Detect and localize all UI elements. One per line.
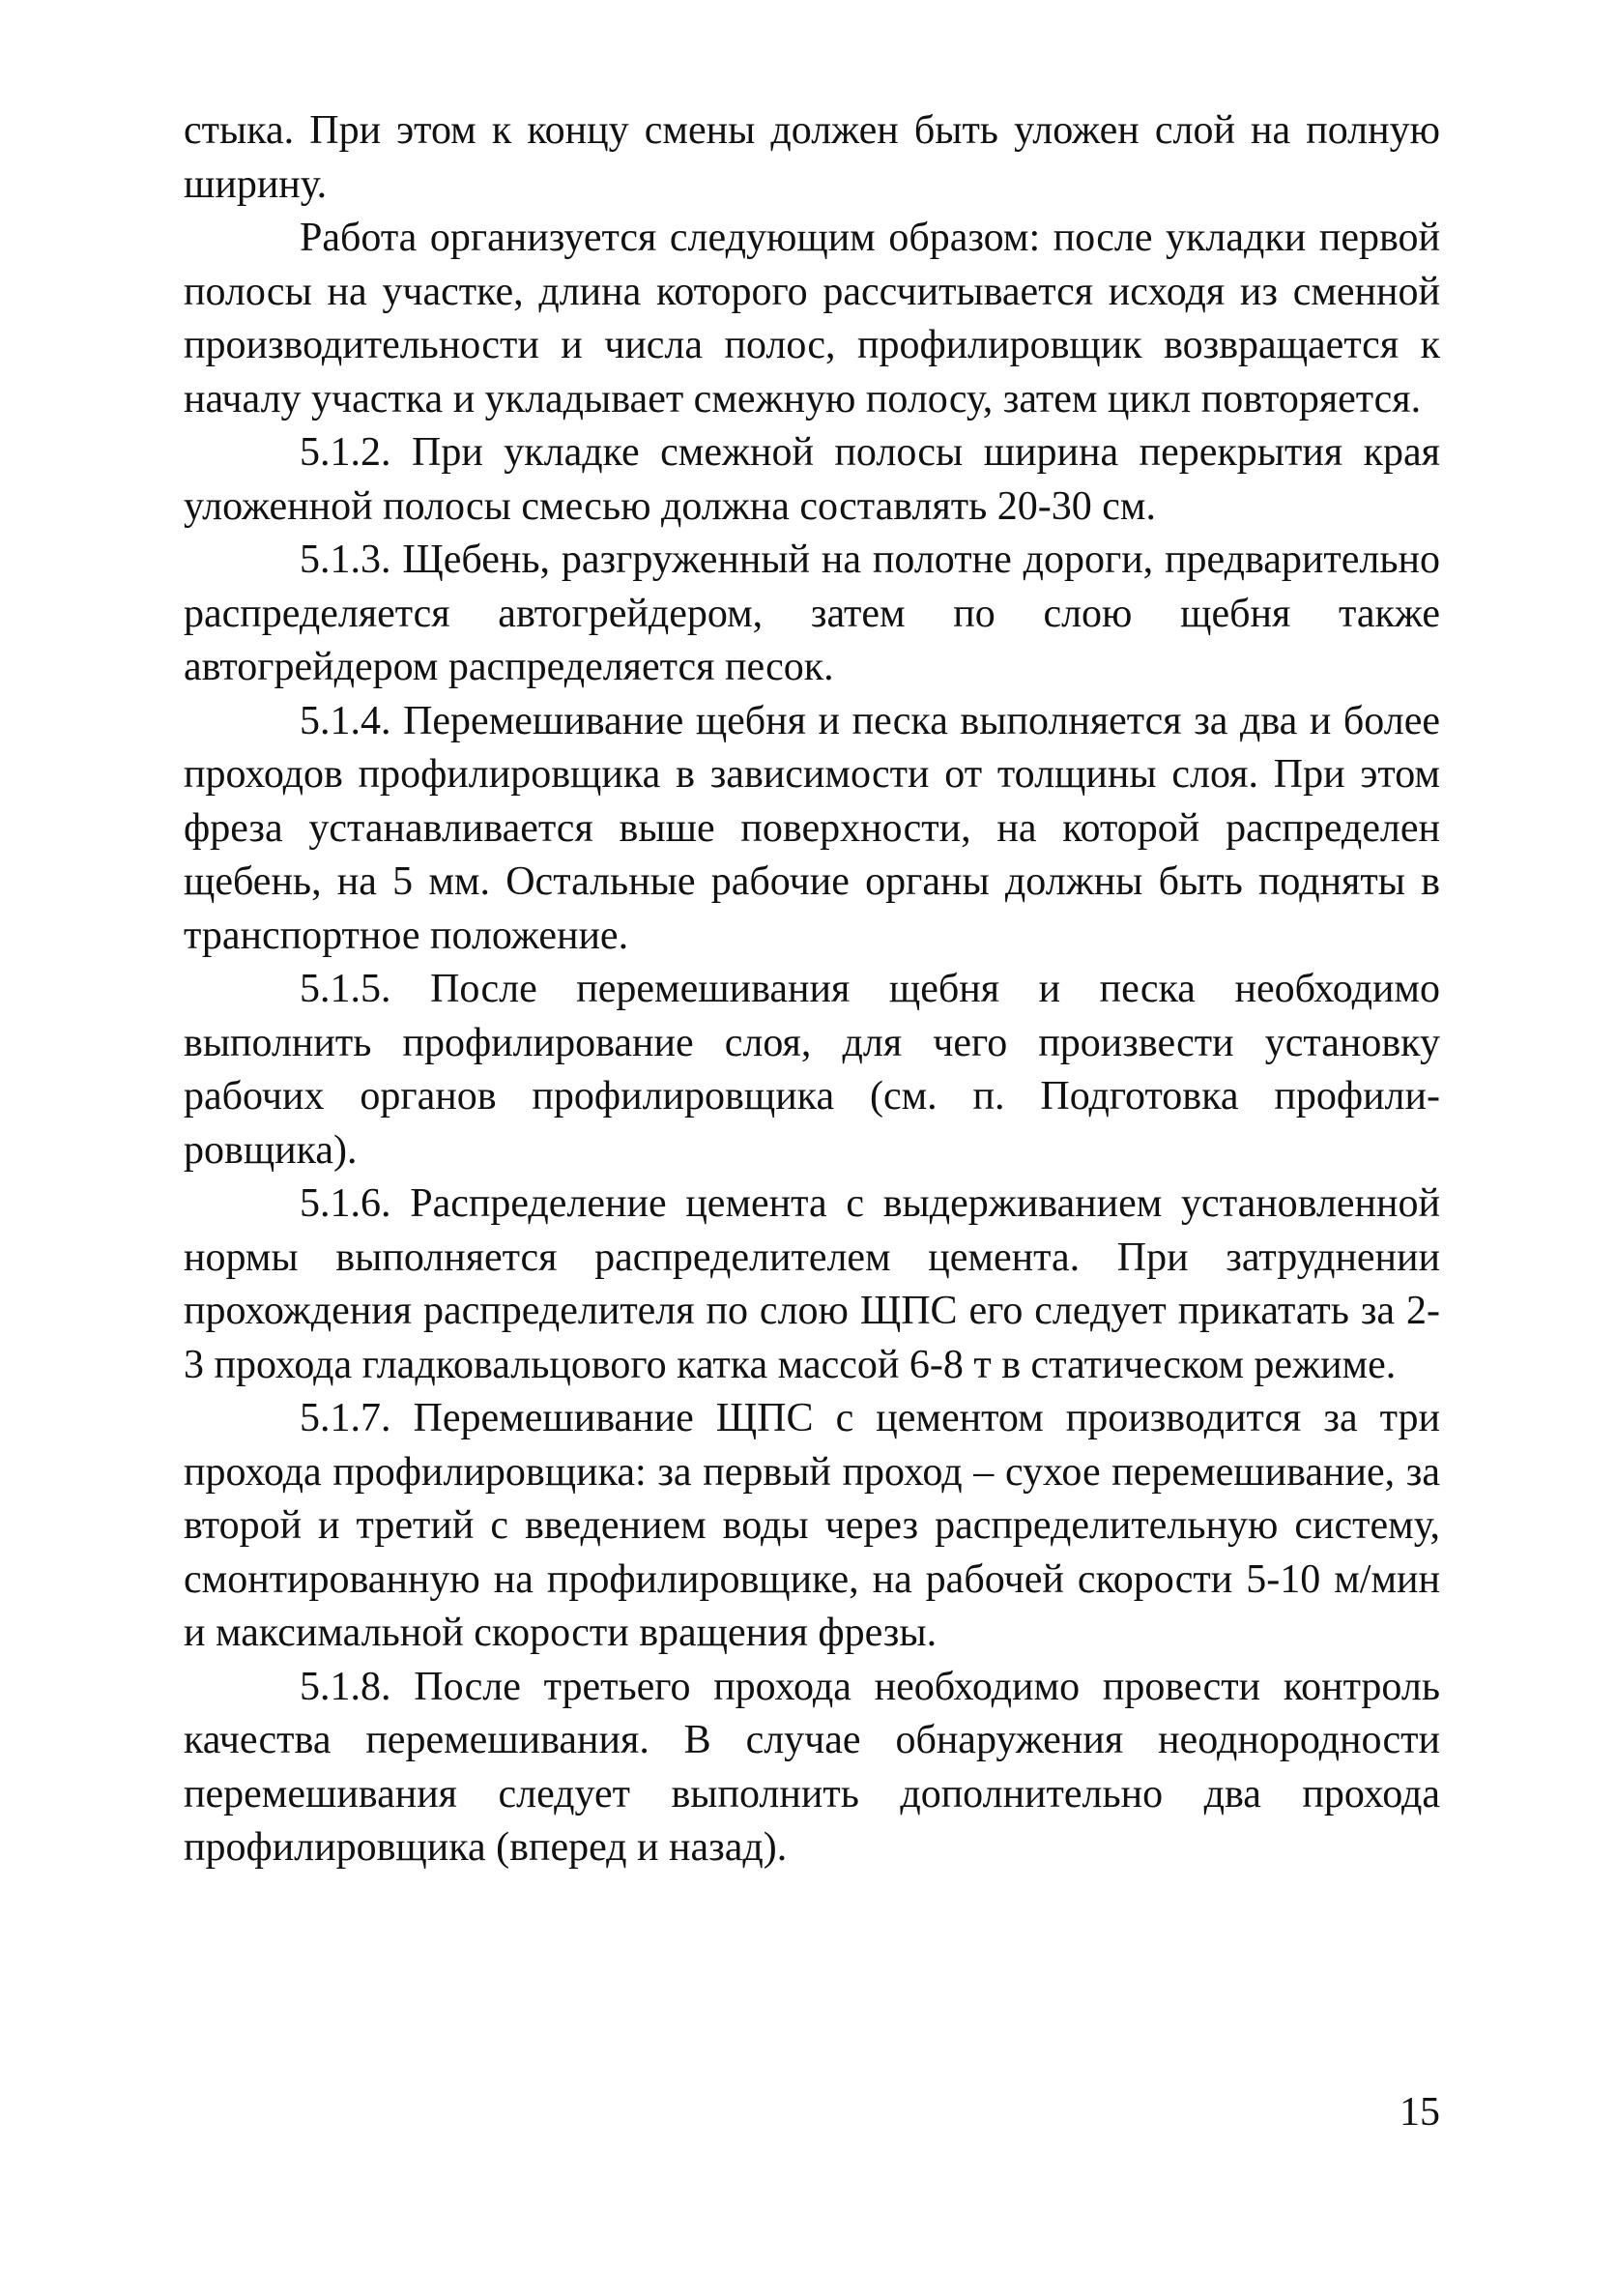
paragraph-5-1-8: 5.1.8. После третьего прохода необходимо провести контроль качества перемешивания. В случае обнаружения неоднородности перемешивания следует выполнить дополнительно два прохода профилировщика (вперед и назад). — [184, 1664, 1440, 1870]
page-body — [184, 104, 1440, 1875]
paragraph-5-1-2: 5.1.2. При укладке смежной полосы ширина перекрытия края уложенной полосы смесью должна составлять 20-30 см. — [184, 430, 1440, 529]
paragraph-5-1-6: 5.1.6. Распределение цемента с выдерживанием установленной нормы выполняется распределителем цемента. При затруднении прохождения распределителя по слою ЩПС его следует прикатать за 2-3 прохода гладковальцового катка массой 6-8 т в статическом режиме. — [184, 1181, 1440, 1387]
paragraph-5-1-4: 5.1.4. Перемешивание щебня и песка выполняется за два и более проходов профилировщика в зависимости от толщины слоя. При этом фреза устанавливается выше поверхности, на которой распределен щебень, на 5 мм. Остальные рабочие органы должны быть подняты в транспортное положение. — [184, 698, 1440, 958]
paragraph-continuation: стыка. При этом к концу смены должен быть уложен слой на полную ширину. — [184, 108, 1440, 207]
paragraph-5-1-3: 5.1.3. Щебень, разгруженный на полотне дороги, предварительно распределяется автогрейдером, затем по слою щебня также автогрейдером распределяется песок. — [184, 538, 1440, 689]
paragraph-5-1-5: 5.1.5. После перемешивания щебня и песка необходимо выполнить профилирование слоя, для чего произвести установку рабочих органов профилировщика (см. п. Подготовка профилировщика). — [184, 967, 1440, 1173]
paragraph-work-organization: Работа организуется следующим образом: после укладки первой полосы на участке, длина которого рассчитывается исходя из сменной производительности и числа полос, профилировщик возвращается к началу участка и укладывает смежную полосу, затем цикл повторяется. — [184, 216, 1440, 421]
page-number: 15 — [1400, 2090, 1440, 2135]
paragraph-5-1-7: 5.1.7. Перемешивание ЩПС с цементом производится за три прохода профилировщика: за первый проход – сухое перемешивание, за второй и третий с введением воды через распределительную систему, смонтированную на профилировщике, на рабочей скорости 5-10 м/мин и максимальной скорости вращения фрезы. — [184, 1396, 1440, 1655]
